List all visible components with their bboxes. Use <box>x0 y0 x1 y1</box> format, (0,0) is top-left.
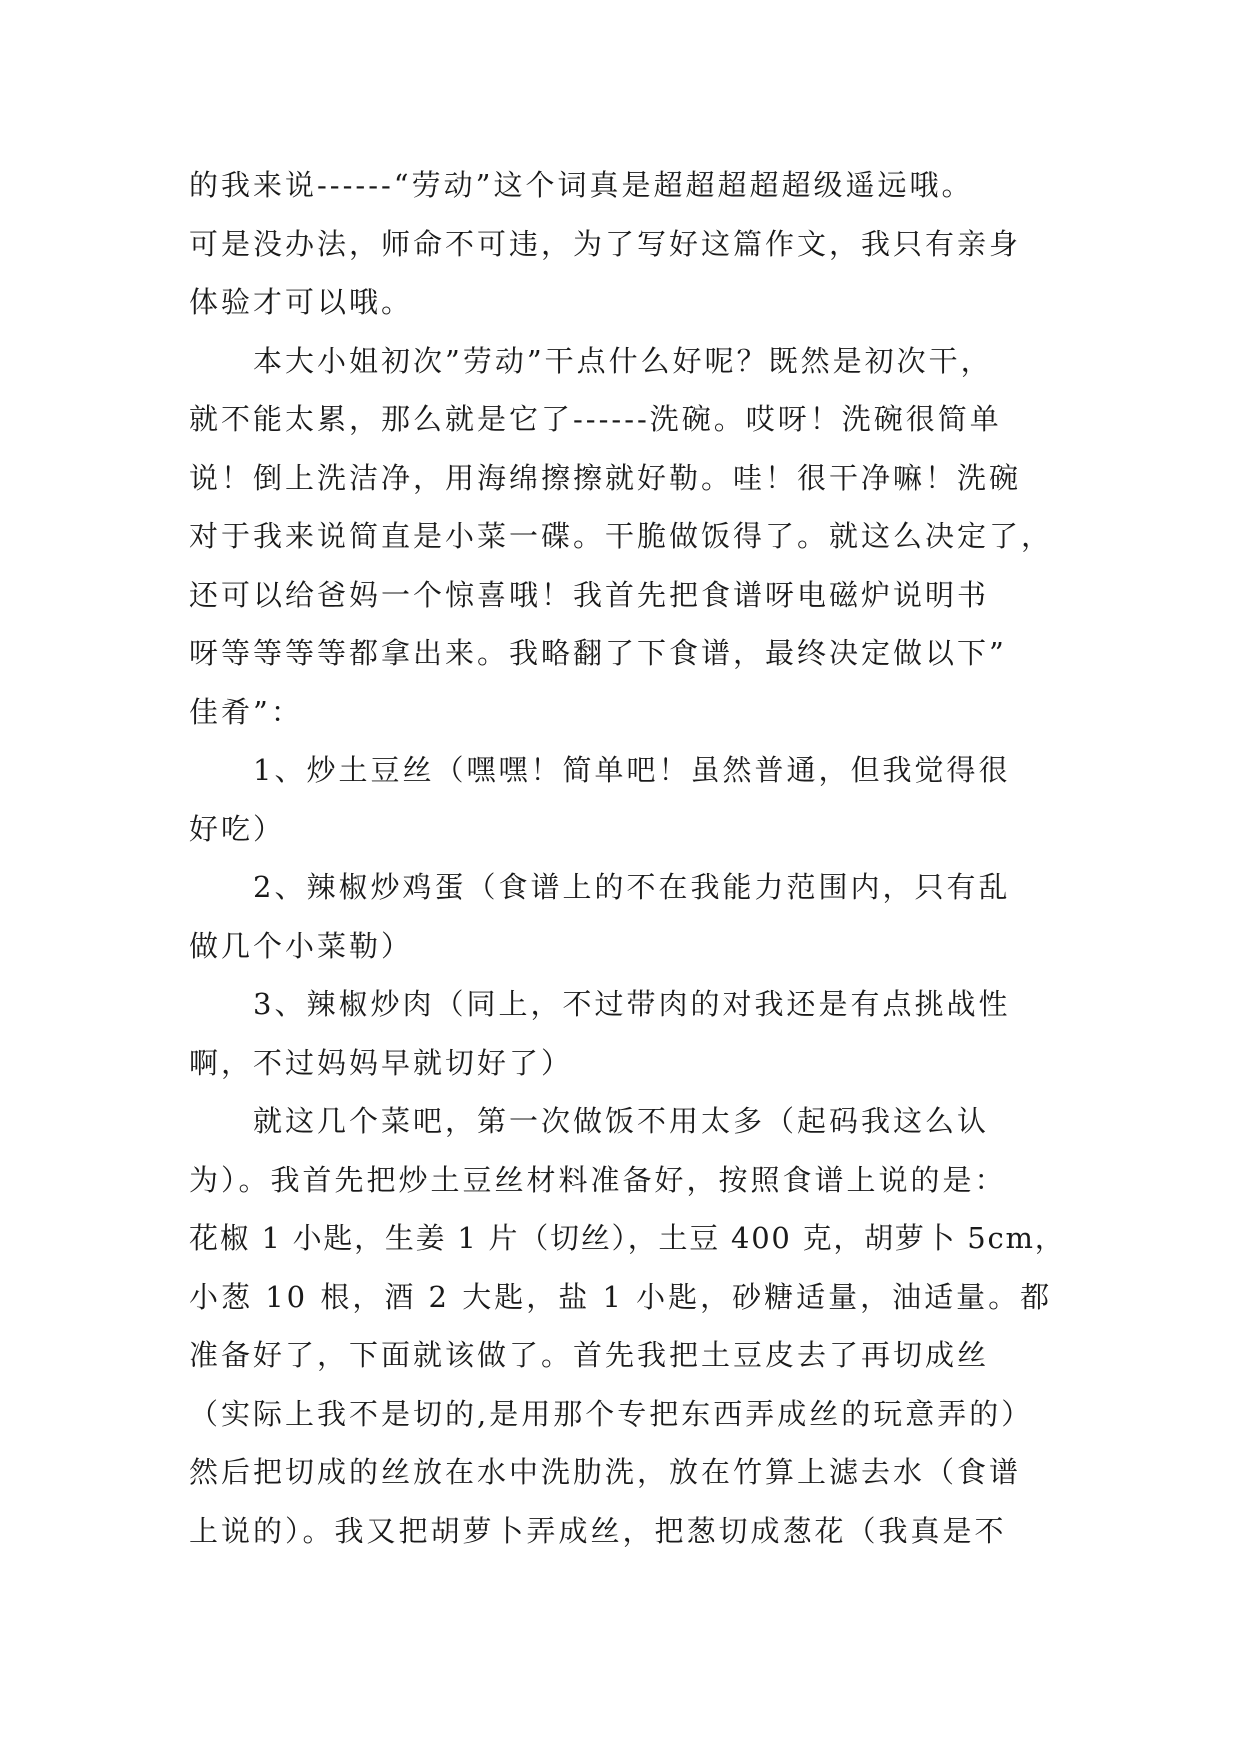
text-line: 然后把切成的丝放在水中洗肋洗，放在竹算上滤去水（食谱 <box>189 1455 1022 1489</box>
paragraph <box>189 858 1059 975</box>
text-line: 花椒 1 小匙，生姜 1 片（切丝），土豆 400 克，胡萝卜 5cm， <box>189 1221 1066 1255</box>
text-line: 2、辣椒炒鸡蛋（食谱上的不在我能力范围内，只有乱 <box>253 870 1011 904</box>
text-line: 体验才可以哦。 <box>189 285 414 319</box>
text-line: 还可以给爸妈一个惊喜哦！我首先把食谱呀电磁炉说明书 <box>189 577 990 612</box>
paragraph <box>189 1092 1066 1560</box>
text-line: 就不能太累，那么就是它了------洗碗。哎呀！洗碗很简单 <box>189 402 1002 436</box>
text-line: 3、辣椒炒肉（同上，不过带肉的对我还是有点挑战性 <box>253 987 1011 1021</box>
text-line: 本大小姐初次”劳动”干点什么好呢？既然是初次干， <box>253 343 993 378</box>
text-line: 啊，不过妈妈早就切好了） <box>189 1045 574 1080</box>
text-line: （实际上我不是切的,是用那个专把东西弄成丝的玩意弄的） <box>189 1396 1034 1431</box>
text-line: 上说的）。我又把胡萝卜弄成丝，把葱切成葱花（我真是不 <box>189 1513 1007 1548</box>
paragraph <box>189 332 1059 742</box>
text-line: 呀等等等等都拿出来。我略翻了下食谱，最终决定做以下” <box>189 636 1007 670</box>
text-line: 做几个小菜勒） <box>189 928 414 963</box>
text-line: 准备好了，下面就该做了。首先我把土豆皮去了再切成丝 <box>189 1338 990 1372</box>
text-line: 1、炒土豆丝（嘿嘿！简单吧！虽然普通，但我觉得很 <box>253 753 1011 787</box>
text-line: 就这几个菜吧，第一次做饭不用太多（起码我这么认 <box>253 1104 990 1138</box>
text-line: 的我来说------“劳动”这个词真是超超超超超级遥远哦。 <box>189 168 974 202</box>
document-body <box>189 156 1066 1560</box>
text-line: 佳肴”： <box>189 694 303 729</box>
paragraph <box>189 156 1059 332</box>
paragraph <box>189 741 1059 858</box>
text-line: 为）。我首先把炒土豆丝材料准备好，按照食谱上说的是： <box>189 1162 1007 1197</box>
paragraph <box>189 975 1059 1092</box>
text-line: 可是没办法，师命不可违，为了写好这篇作文，我只有亲身 <box>189 226 1022 261</box>
text-line: 对于我来说简直是小菜一碟。干脆做饭得了。就这么决定了， <box>189 519 1054 553</box>
text-line: 小葱 10 根，酒 2 大匙，盐 1 小匙，砂糖适量，油适量。都 <box>189 1279 1053 1314</box>
text-line: 好吃） <box>189 811 286 846</box>
text-line: 说！倒上洗洁净，用海绵擦擦就好勒。哇！很干净嘛！洗碗 <box>189 460 1022 495</box>
